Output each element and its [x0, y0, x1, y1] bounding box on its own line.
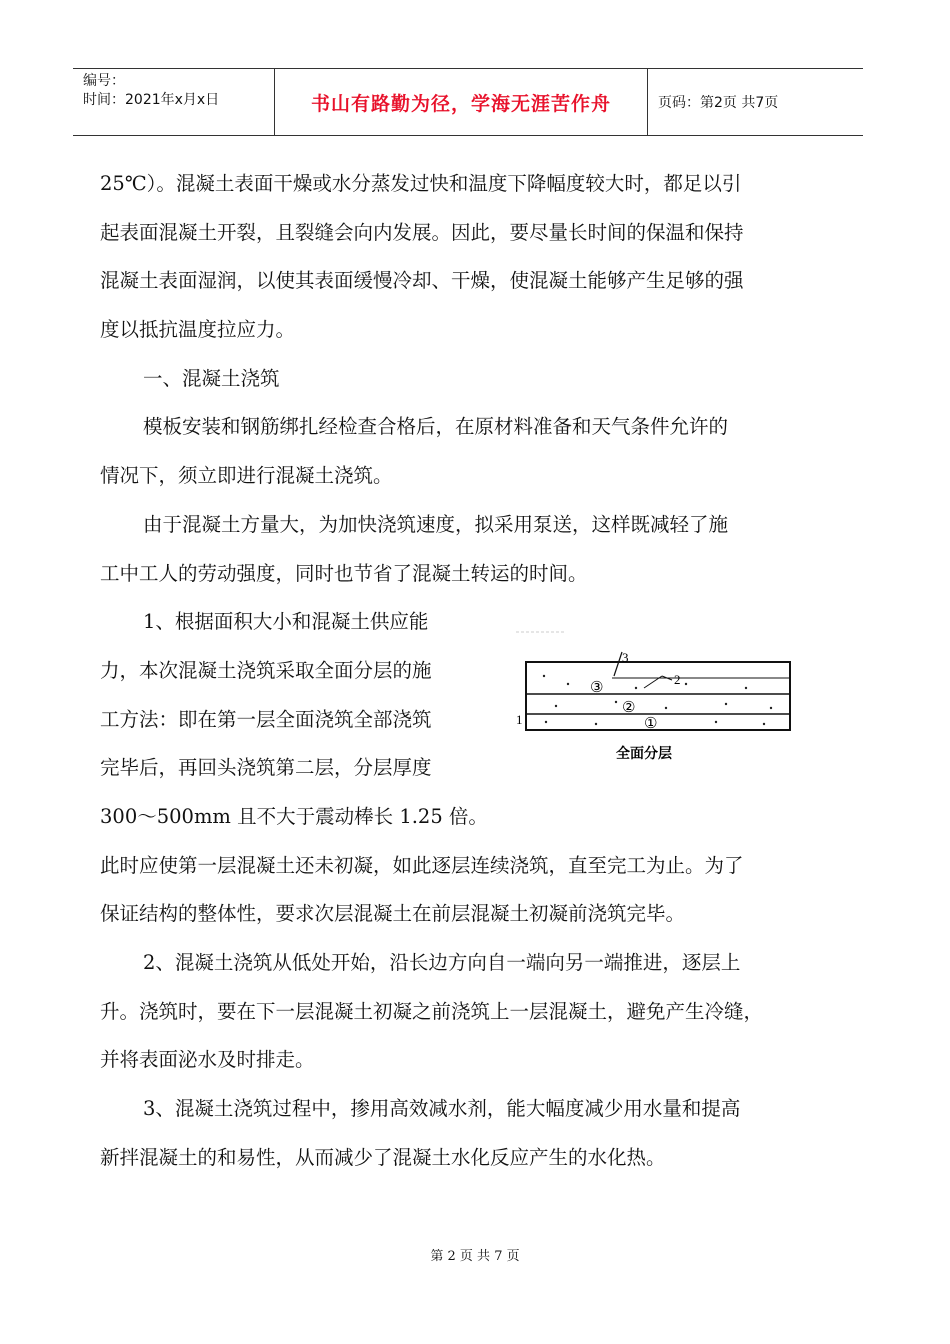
label-1: 1: [516, 712, 523, 727]
slab-outline: [526, 662, 790, 730]
layering-diagram: [516, 618, 796, 768]
number-label: 编号：: [83, 73, 125, 89]
paragraph-line: 300～500mm 且不大于震动棒长 1.25 倍。: [100, 804, 488, 828]
paragraph-line: 完毕后，再回头浇筑第二层，分层厚度: [100, 756, 432, 780]
page-header: [73, 68, 863, 136]
paragraph-line: 1、根据面积大小和混凝土供应能: [143, 610, 429, 634]
paragraph-line: 度以抵抗温度拉应力。: [100, 318, 296, 342]
paragraph-line: 并将表面泌水及时排走。: [100, 1048, 315, 1072]
layer-2-marker: ②: [622, 698, 636, 716]
page-footer: 第 2 页 共 7 页: [430, 1249, 520, 1264]
header-motto: 书山有路勤为径，学海无涯苦作舟: [275, 69, 648, 135]
paragraph-line: 25℃）。混凝土表面干燥或水分蒸发过快和温度下降幅度较大时，都足以引: [100, 172, 742, 195]
paragraph-line: 模板安装和钢筋绑扎经检查合格后，在原材料准备和天气条件允许的: [143, 415, 729, 439]
paragraph-line: 保证结构的整体性，要求次层混凝土在前层混凝土初凝前浇筑完毕。: [100, 902, 686, 926]
paragraph-line: 情况下，须立即进行混凝土浇筑。: [100, 464, 393, 488]
paragraph-line: 升。浇筑时，要在下一层混凝土初凝之前浇筑上一层混凝土，避免产生冷缝，: [100, 999, 764, 1023]
header-page-label: 页码：第2页 共7页: [658, 95, 779, 111]
header-meta: [73, 69, 275, 135]
paragraph-line: 起表面混凝土开裂，且裂缝会向内发展。因此，要尽量长时间的保温和保持: [100, 220, 744, 244]
paragraph-line: 力，本次混凝土浇筑采取全面分层的施: [100, 658, 432, 682]
paragraph-line: 由于混凝土方量大，为加快浇筑速度，拟采用泵送，这样既减轻了施: [143, 512, 729, 536]
paragraph-line: 3、混凝土浇筑过程中，掺用高效减水剂，能大幅度减少用水量和提高: [143, 1097, 741, 1121]
paragraph-line: 2、混凝土浇筑从低处开始，沿长边方向自一端向另一端推进，逐层上: [143, 951, 741, 974]
layer-3-marker: ③: [590, 678, 604, 696]
paragraph-line: 工中工人的劳动强度，同时也节省了混凝土转运的时间。: [100, 561, 588, 585]
time-label: 时间：2021年x月x日: [83, 92, 220, 108]
paragraph-line: 此时应使第一层混凝土还未初凝，如此逐层连续浇筑，直至完工为止。为了: [100, 853, 744, 877]
paragraph-line: 混凝土表面湿润，以使其表面缓慢冷却、干燥，使混凝土能够产生足够的强: [100, 269, 744, 293]
layering-diagram-svg: [516, 618, 796, 768]
label-2: 2: [674, 672, 681, 687]
layer-1-marker: ①: [644, 714, 658, 732]
paragraph-line: 新拌混凝土的和易性，从而减少了混凝土水化反应产生的水化热。: [100, 1145, 666, 1169]
paragraph-line: 工方法：即在第一层全面浇筑全部浇筑: [100, 707, 432, 731]
section-heading: 一、混凝土浇筑: [143, 366, 280, 390]
label-3: 3: [622, 650, 629, 665]
figure-caption: 全面分层: [616, 746, 672, 762]
